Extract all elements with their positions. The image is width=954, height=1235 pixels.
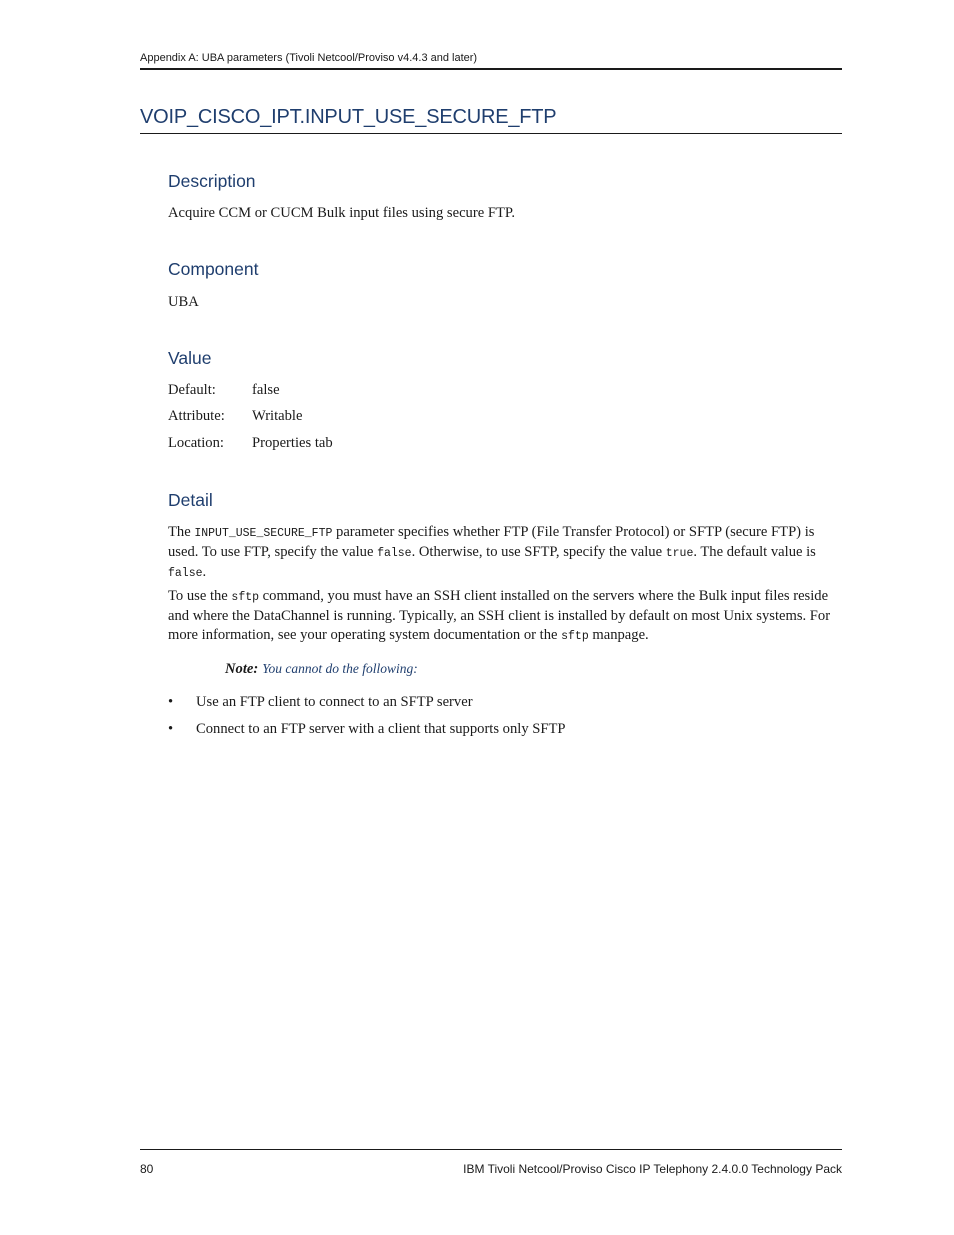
description-heading: Description bbox=[168, 171, 256, 191]
detail-paragraph-1: The INPUT_USE_SECURE_FTP parameter specifies whether FTP (File Transfer Protocol) or SFTP (secure FTP) is used. To use FTP, specify the value false. Otherwise, to use SFTP, specify the value true. The default value is false. bbox=[168, 524, 816, 580]
detail-paragraph-2: To use the sftp command, you must have an SSH client installed on the servers where the Bulk input files reside and where the DataChannel is running. Typically, an SSH client is installed by default on most Unix systems. For more information, see your operating system documentation or the sftp manpage. bbox=[168, 588, 831, 643]
bullet-marker: • bbox=[168, 694, 174, 710]
code-sftp: sftp bbox=[231, 591, 260, 604]
note-text: You cannot do the following: bbox=[262, 661, 418, 676]
list-item: Use an FTP client to connect to an SFTP server bbox=[196, 694, 473, 710]
page-title: VOIP_CISCO_IPT.INPUT_USE_SECURE_FTP bbox=[140, 106, 557, 128]
value-default: false bbox=[252, 382, 280, 398]
code-false: false bbox=[377, 547, 412, 560]
value-attribute: Writable bbox=[252, 408, 303, 424]
note-label: Note: bbox=[225, 661, 259, 677]
value-label-default: Default: bbox=[168, 382, 216, 398]
footer-doc-title: IBM Tivoli Netcool/Proviso Cisco IP Telephony 2.4.0.0 Technology Pack bbox=[463, 1162, 842, 1176]
running-header: Appendix A: UBA parameters (Tivoli Netcool/Proviso v4.4.3 and later) bbox=[140, 52, 478, 64]
value-location: Properties tab bbox=[252, 435, 333, 451]
value-label-location: Location: bbox=[168, 435, 224, 451]
detail-heading: Detail bbox=[168, 490, 213, 510]
footer-rule bbox=[140, 1149, 842, 1150]
page-number: 80 bbox=[140, 1162, 154, 1176]
code-default-false: false bbox=[168, 567, 203, 580]
code-true: true bbox=[665, 547, 694, 560]
code-sftp-manpage: sftp bbox=[561, 630, 589, 643]
list-item: Connect to an FTP server with a client that supports only SFTP bbox=[196, 721, 566, 737]
header-rule bbox=[140, 68, 842, 70]
component-heading: Component bbox=[168, 259, 259, 279]
description-text: Acquire CCM or CUCM Bulk input files using secure FTP. bbox=[168, 205, 515, 221]
note bbox=[225, 661, 418, 678]
value-label-attribute: Attribute: bbox=[168, 408, 225, 424]
code-parameter-name: INPUT_USE_SECURE_FTP bbox=[194, 527, 333, 540]
bullet-marker: • bbox=[168, 721, 174, 737]
component-text: UBA bbox=[168, 294, 199, 310]
value-heading: Value bbox=[168, 348, 212, 368]
title-rule bbox=[140, 133, 842, 134]
